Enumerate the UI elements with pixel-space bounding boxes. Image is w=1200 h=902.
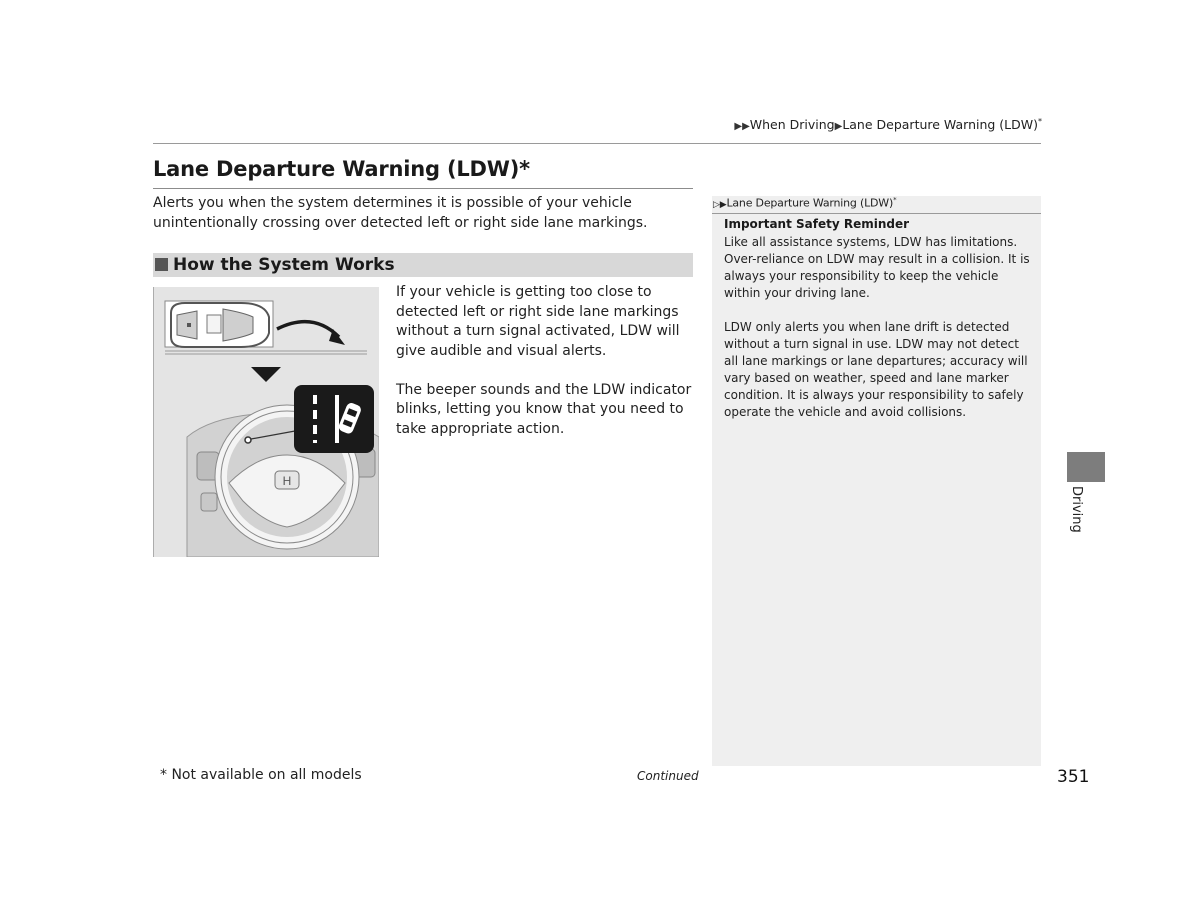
ldw-indicator-icon [294, 385, 374, 453]
section-square-icon [155, 258, 168, 271]
note-paragraph-1: Like all assistance systems, LDW has limitations. Over-reliance on LDW may result in a collision. It is always your responsibility to keep the vehicle within your driving lane. [724, 235, 1030, 300]
section-body [396, 283, 696, 459]
breadcrumb-asterisk: * [1038, 117, 1042, 126]
title-divider [153, 188, 693, 189]
page-title-text: Lane Departure Warning (LDW) [153, 157, 520, 181]
note-header [713, 196, 896, 210]
note-title: Important Safety Reminder [724, 217, 910, 231]
breadcrumb-arrow-icon: ▶▶ [734, 121, 750, 133]
top-view-car-icon [165, 301, 273, 347]
page-title-asterisk: * [519, 157, 530, 181]
breadcrumb [734, 117, 1042, 132]
section-paragraph-2: The beeper sounds and the LDW indicator blinks, letting you know that you need to take appropriate action. [396, 381, 692, 437]
breadcrumb-level-2: Lane Departure Warning (LDW) [842, 117, 1038, 133]
note-body [724, 234, 1034, 438]
breadcrumb-level-1: When Driving [749, 117, 835, 133]
page-title [153, 157, 530, 181]
chapter-tab [1067, 452, 1105, 482]
note-header-text: Lane Departure Warning (LDW) [726, 196, 894, 210]
section-paragraph-1: If your vehicle is getting too close to detected left or right side lane markings without a turn signal activated, LDW will give audible and visual alerts. [396, 284, 680, 359]
note-paragraph-2: LDW only alerts you when lane drift is detected without a turn signal in use. LDW may not detect all lane markings or lane departures; accuracy will vary based on weather, speed and lane marker condition. It is always your responsibility to safely operate the vehicle and avoid collisions. [724, 320, 1028, 419]
continued-label: Continued [637, 769, 699, 783]
page-number: 351 [1057, 767, 1090, 787]
note-header-asterisk: * [893, 196, 897, 204]
chapter-label: Driving [1069, 486, 1084, 533]
svg-text:H: H [282, 474, 292, 488]
intro-paragraph: Alerts you when the system determines it is possible of your vehicle unintentionally crossing over detected left or right side lane markings. [153, 195, 648, 231]
ldw-illustration [153, 287, 379, 557]
header-divider [153, 143, 1041, 144]
footnote: * Not available on all models [160, 767, 362, 783]
note-divider [712, 213, 1041, 214]
breadcrumb-arrow-icon: ▶ [834, 121, 843, 133]
section-title: How the System Works [173, 255, 395, 275]
note-reference-icon: ▷▶ [713, 199, 727, 210]
